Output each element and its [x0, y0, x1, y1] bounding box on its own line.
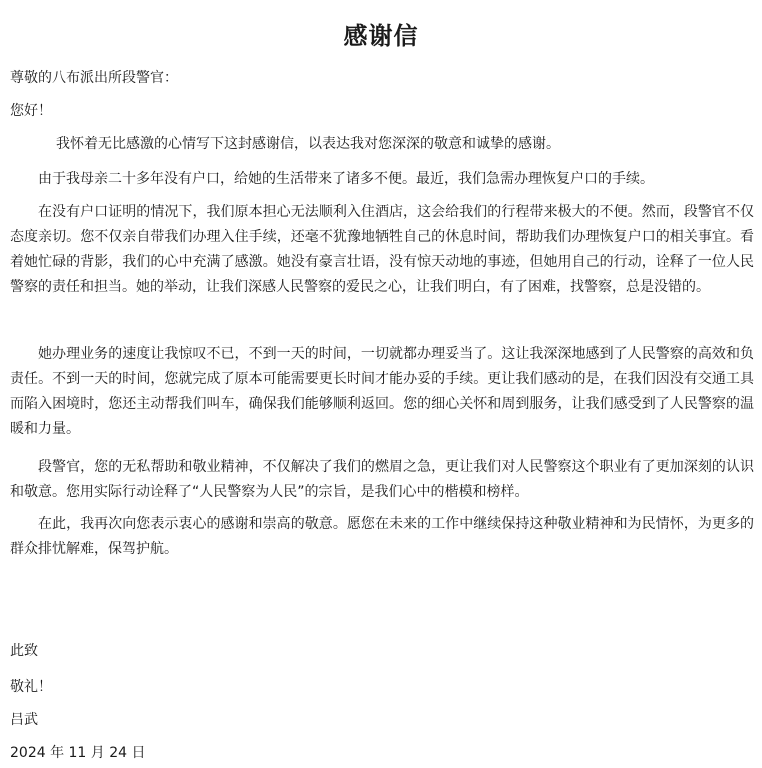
paragraph-dedication: 段警官，您的无私帮助和敬业精神，不仅解决了我们的燃眉之急，更让我们对人民警察这个职业有了更加深刻的认识和敬意。您用实际行动诠释了“人民警察为人民”的宗旨，是我们心中的楷模和榜样。	[10, 459, 754, 500]
regards: 敬礼！	[10, 679, 52, 695]
paragraph-closing-wishes: 在此，我再次向您表示衷心的感谢和崇高的敬意。愿您在未来的工作中继续保持这种敬业精神和为民情怀，为更多的群众排忧解难，保驾护航。	[10, 516, 754, 557]
date: 2024 年 11 月 24 日	[10, 745, 146, 761]
signature: 吕武	[10, 712, 38, 728]
greeting: 您好！	[10, 103, 52, 119]
closing: 此致	[10, 643, 38, 659]
paragraph-opening: 我怀着无比感激的心情写下这封感谢信，以表达我对您深深的敬意和诚挚的感谢。	[56, 136, 560, 152]
paragraph-hotel-help: 在没有户口证明的情况下，我们原本担心无法顺利入住酒店，这会给我们的行程带来极大的不便。然而，段警官不仅态度亲切。您不仅亲自带我们办理入住手续，还毫不犹豫地牺牲自己的休息时间，帮助我们办理恢复户口的相关事宜。看着她忙碌的背影，我们的心中充满了感激。她没有豪言壮语，没有惊天动地的事迹，但她用自己的行动，诠释了一位人民警察的责任和担当。她的举动，让我们深感人民警察的爱民之心，让我们明白，有了困难，找警察，总是没错的。	[10, 204, 754, 295]
letter-title: 感谢信	[343, 22, 419, 50]
paragraph-efficiency: 她办理业务的速度让我惊叹不已，不到一天的时间，一切就都办理妥当了。这让我深深地感到了人民警察的高效和负责任。不到一天的时间，您就完成了原本可能需要更长时间才能办妥的手续。更让我们感动的是，在我们因没有交通工具而陷入困境时，您还主动帮我们叫车，确保我们能够顺利返回。您的细心关怀和周到服务，让我们感受到了人民警察的温暖和力量。	[10, 346, 754, 437]
salutation: 尊敬的八布派出所段警官：	[10, 70, 178, 86]
paragraph-background: 由于我母亲二十多年没有户口，给她的生活带来了诸多不便。最近，我们急需办理恢复户口的手续。	[38, 171, 654, 187]
